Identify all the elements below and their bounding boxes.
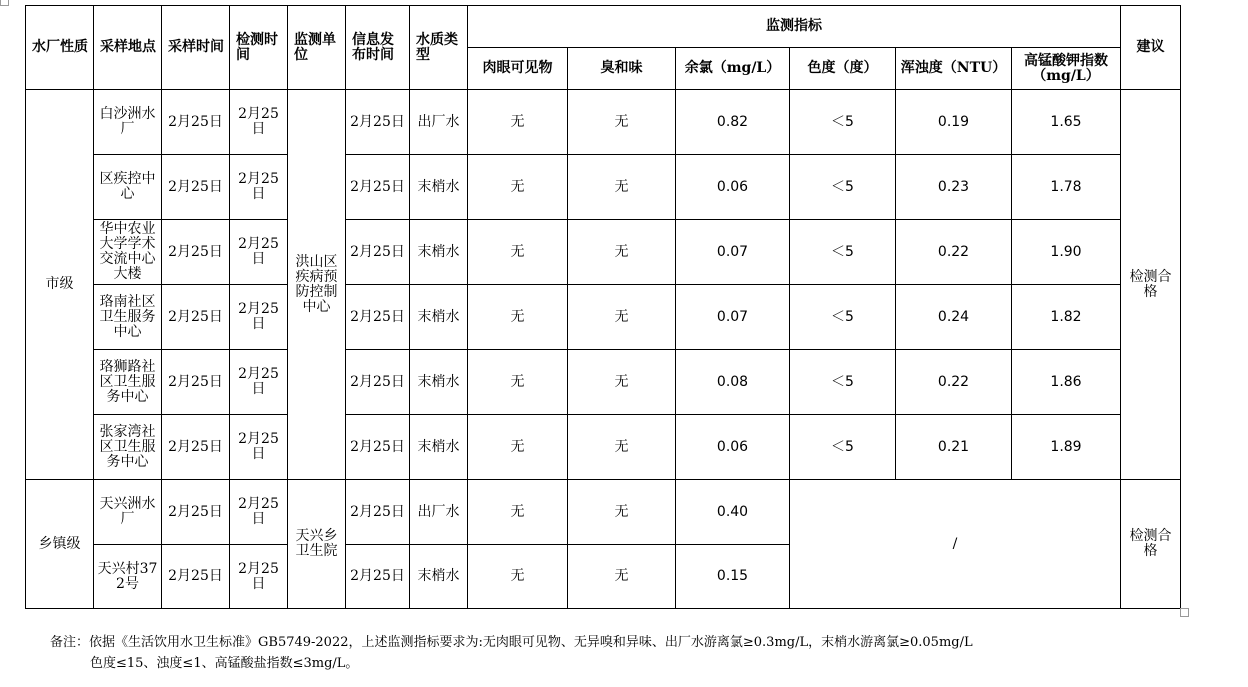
cell-test-time: 2月25日: [230, 350, 288, 415]
unit-city: 洪山区疾病预防控制中心: [288, 90, 346, 480]
cell-turbidity: 0.23: [896, 155, 1012, 220]
cell-publish-time: 2月25日: [346, 545, 410, 609]
header-indicators-group: 监测指标: [468, 6, 1121, 48]
cell-chlorine: 0.82: [676, 90, 790, 155]
header-water-type: 水质类型: [410, 6, 468, 90]
cell-kmno4: 1.78: [1012, 155, 1121, 220]
cell-visible: 无: [468, 155, 568, 220]
cell-turbidity: 0.19: [896, 90, 1012, 155]
cell-sample-time: 2月25日: [162, 480, 230, 545]
table-resize-handle[interactable]: [1180, 608, 1189, 617]
cell-location: 白沙洲水厂: [94, 90, 162, 155]
cell-turbidity: 0.21: [896, 415, 1012, 480]
cell-color: ＜5: [790, 220, 896, 285]
header-color: 色度（度）: [790, 48, 896, 90]
table-row: [26, 220, 1181, 285]
suggestion-city: 检测合格: [1121, 90, 1181, 480]
cell-publish-time: 2月25日: [346, 285, 410, 350]
header-chlorine: 余氯（mg/L）: [676, 48, 790, 90]
table-row: [26, 415, 1181, 480]
cell-visible: 无: [468, 285, 568, 350]
cell-sample-time: 2月25日: [162, 545, 230, 609]
table-corner-marker: [0, 0, 9, 6]
cell-sample-time: 2月25日: [162, 90, 230, 155]
header-odor: 臭和味: [568, 48, 676, 90]
cell-location: 珞南社区卫生服务中心: [94, 285, 162, 350]
header-location: 采样地点: [94, 6, 162, 90]
unit-town: 天兴乡卫生院: [288, 480, 346, 609]
note-line-2: 色度≤15、浊度≤1、高锰酸盐指数≤3mg/L。: [90, 656, 359, 671]
cell-turbidity: 0.22: [896, 220, 1012, 285]
cell-test-time: 2月25日: [230, 90, 288, 155]
water-quality-table: [25, 5, 1181, 609]
cell-color: ＜5: [790, 350, 896, 415]
cell-visible: 无: [468, 545, 568, 609]
cell-water-type: 末梢水: [410, 155, 468, 220]
cell-odor: 无: [568, 155, 676, 220]
suggestion-town: 检测合格: [1121, 480, 1181, 609]
cell-test-time: 2月25日: [230, 155, 288, 220]
cell-location: 华中农业大学学术交流中心大楼: [94, 220, 162, 285]
cell-color: ＜5: [790, 415, 896, 480]
cell-chlorine: 0.07: [676, 285, 790, 350]
town-na-cell: /: [790, 480, 1121, 609]
cell-visible: 无: [468, 350, 568, 415]
header-turbidity: 浑浊度（NTU）: [896, 48, 1012, 90]
cell-kmno4: 1.86: [1012, 350, 1121, 415]
cell-water-type: 出厂水: [410, 480, 468, 545]
header-suggestion: 建议: [1121, 6, 1181, 90]
level-town: 乡镇级: [26, 480, 94, 609]
cell-kmno4: 1.90: [1012, 220, 1121, 285]
table-row: [26, 90, 1181, 155]
cell-publish-time: 2月25日: [346, 350, 410, 415]
cell-sample-time: 2月25日: [162, 285, 230, 350]
level-city: 市级: [26, 90, 94, 480]
cell-chlorine: 0.06: [676, 415, 790, 480]
cell-odor: 无: [568, 480, 676, 545]
table-row: [26, 350, 1181, 415]
header-unit: 监测单位: [288, 6, 346, 90]
cell-publish-time: 2月25日: [346, 155, 410, 220]
header-kmno4: 高锰酸钾指数（mg/L）: [1012, 48, 1121, 90]
header-test-time: 检测时间: [230, 6, 288, 90]
cell-water-type: 出厂水: [410, 90, 468, 155]
cell-odor: 无: [568, 90, 676, 155]
cell-turbidity: 0.22: [896, 350, 1012, 415]
cell-publish-time: 2月25日: [346, 480, 410, 545]
cell-location: 天兴村372号: [94, 545, 162, 609]
note-block: [50, 632, 1200, 674]
cell-water-type: 末梢水: [410, 545, 468, 609]
cell-location: 天兴洲水厂: [94, 480, 162, 545]
cell-location: 张家湾社区卫生服务中心: [94, 415, 162, 480]
header-plant-type: 水厂性质: [26, 6, 94, 90]
cell-color: ＜5: [790, 90, 896, 155]
cell-test-time: 2月25日: [230, 220, 288, 285]
cell-chlorine: 0.06: [676, 155, 790, 220]
cell-sample-time: 2月25日: [162, 155, 230, 220]
cell-odor: 无: [568, 220, 676, 285]
cell-odor: 无: [568, 415, 676, 480]
cell-location: 珞狮路社区卫生服务中心: [94, 350, 162, 415]
cell-chlorine: 0.07: [676, 220, 790, 285]
cell-water-type: 末梢水: [410, 220, 468, 285]
cell-visible: 无: [468, 90, 568, 155]
cell-test-time: 2月25日: [230, 545, 288, 609]
cell-water-type: 末梢水: [410, 285, 468, 350]
cell-publish-time: 2月25日: [346, 90, 410, 155]
header-sample-time: 采样时间: [162, 6, 230, 90]
cell-chlorine: 0.08: [676, 350, 790, 415]
cell-sample-time: 2月25日: [162, 350, 230, 415]
header-publish-time: 信息发布时间: [346, 6, 410, 90]
cell-color: ＜5: [790, 155, 896, 220]
cell-water-type: 末梢水: [410, 350, 468, 415]
cell-location: 区疾控中心: [94, 155, 162, 220]
table-row: [26, 155, 1181, 220]
cell-chlorine: 0.40: [676, 480, 790, 545]
note-line-1: 备注：依据《生活饮用水卫生标准》GB5749-2022，上述监测指标要求为:无肉眼可见物、无异嗅和异味、出厂水游离氯≥0.3mg/L，末梢水游离氯≥0.05mg/L: [50, 635, 973, 650]
cell-color: ＜5: [790, 285, 896, 350]
header-row-1: [26, 6, 1181, 48]
cell-kmno4: 1.82: [1012, 285, 1121, 350]
cell-sample-time: 2月25日: [162, 220, 230, 285]
cell-visible: 无: [468, 480, 568, 545]
cell-chlorine: 0.15: [676, 545, 790, 609]
cell-water-type: 末梢水: [410, 415, 468, 480]
cell-test-time: 2月25日: [230, 480, 288, 545]
cell-turbidity: 0.24: [896, 285, 1012, 350]
cell-odor: 无: [568, 350, 676, 415]
cell-test-time: 2月25日: [230, 285, 288, 350]
cell-publish-time: 2月25日: [346, 415, 410, 480]
cell-publish-time: 2月25日: [346, 220, 410, 285]
table-row: [26, 285, 1181, 350]
cell-kmno4: 1.65: [1012, 90, 1121, 155]
cell-visible: 无: [468, 220, 568, 285]
cell-kmno4: 1.89: [1012, 415, 1121, 480]
cell-odor: 无: [568, 545, 676, 609]
cell-test-time: 2月25日: [230, 415, 288, 480]
table-row: [26, 480, 1181, 545]
cell-visible: 无: [468, 415, 568, 480]
cell-odor: 无: [568, 285, 676, 350]
cell-sample-time: 2月25日: [162, 415, 230, 480]
header-visible: 肉眼可见物: [468, 48, 568, 90]
